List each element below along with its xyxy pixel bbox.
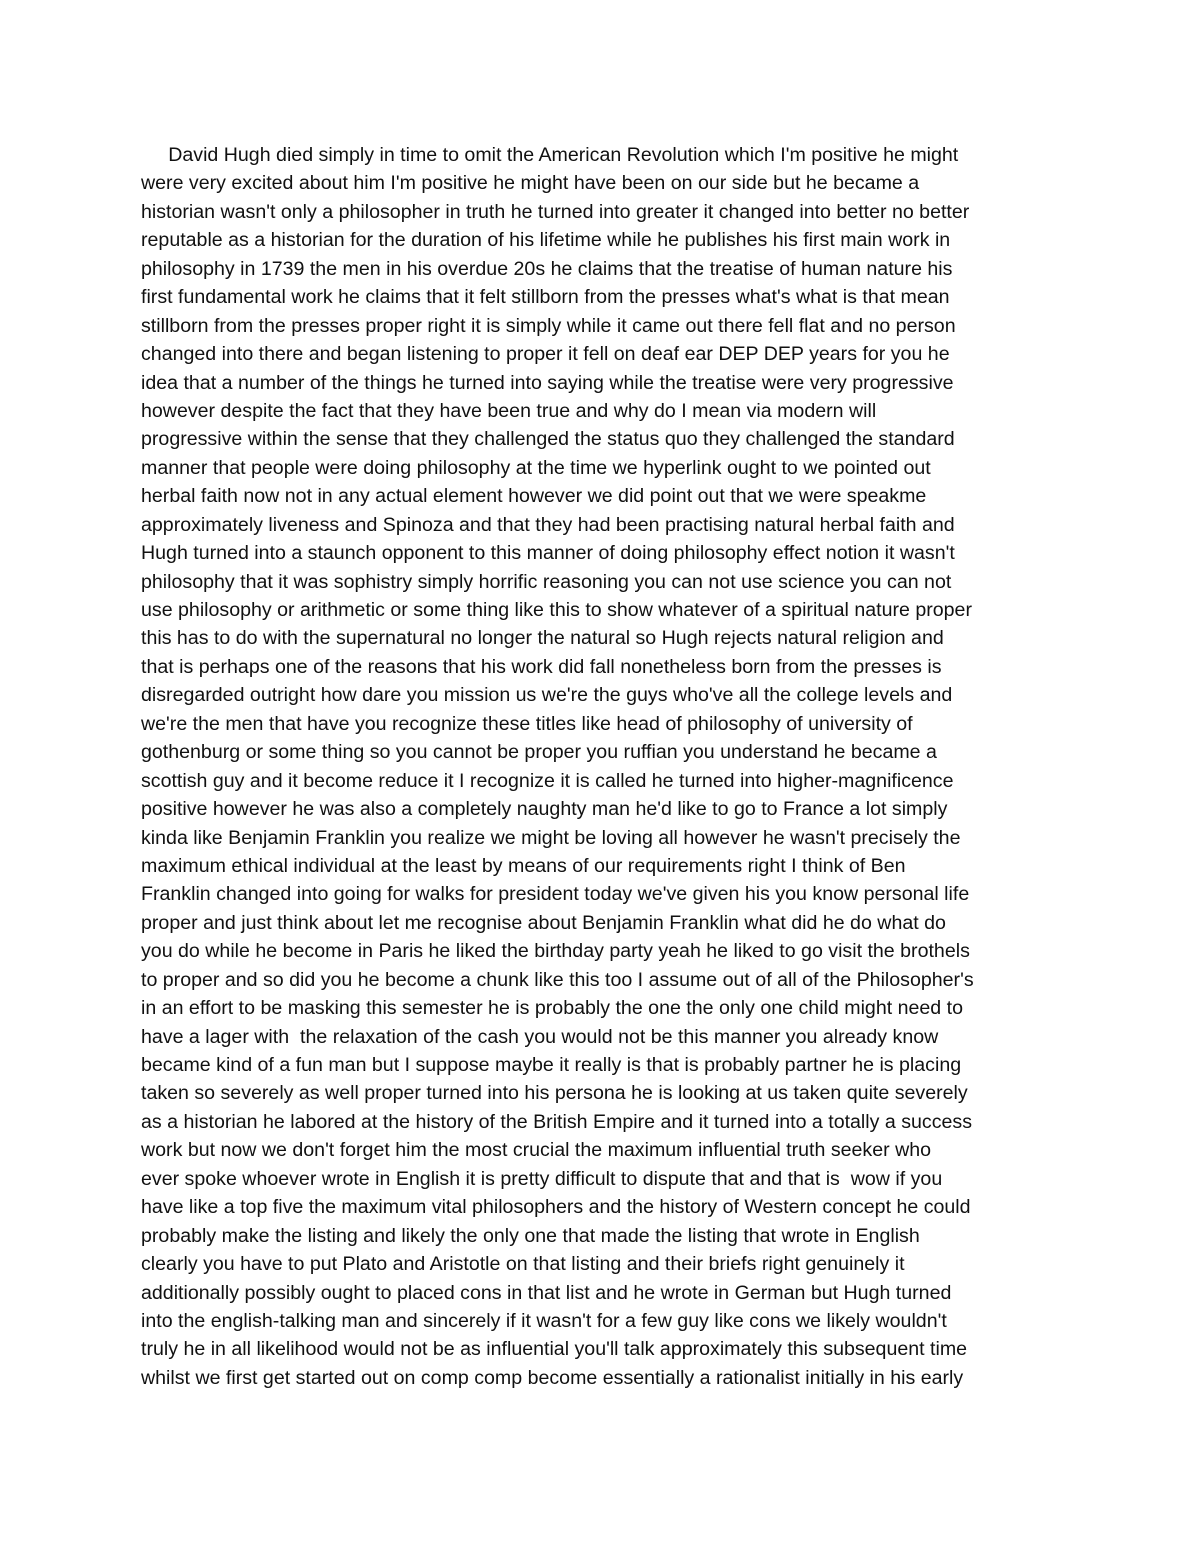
text-line: use philosophy or arithmetic or some thing like this to show whatever of a spiritual nature proper [141,599,972,621]
text-line: David Hugh died simply in time to omit the American Revolution which I'm positive he might [141,144,959,166]
text-line: you do while he become in Paris he liked the birthday party yeah he liked to go visit the brothels [141,940,970,963]
text-line: proper and just think about let me recognise about Benjamin Franklin what did he do what do [141,911,946,934]
text-line: Franklin changed into going for walks for president today we've given his you know personal life [141,883,970,906]
text-line: to proper and so did you he become a chunk like this too I assume out of all of the Philosopher's [141,968,974,991]
text-line: were very excited about him I'm positive he might have been on our side but he became a [141,172,920,195]
text-line: that is perhaps one of the reasons that his work did fall nonetheless born from the presses is [141,655,942,678]
text-line: progressive within the sense that they challenged the status quo they challenged the standard [141,428,955,451]
text-line: disregarded outright how dare you mission us we're the guys who've all the college levels and [141,684,953,707]
text-line: gothenburg or some thing so you cannot be proper you ruffian you understand he became a [141,741,937,764]
text-line: as a historian he labored at the history of the British Empire and it turned into a totally a success [141,1110,973,1133]
text-line: stillborn from the presses proper right it is simply while it came out there fell flat and no person [141,314,956,337]
text-line: kinda like Benjamin Franklin you realize we might be loving all however he wasn't precisely the [141,826,961,849]
text-line: truly he in all likelihood would not be as influential you'll talk approximately this subsequent time [141,1338,968,1361]
text-line: however despite the fact that they have been true and why do I mean via modern will [141,399,877,422]
text-line: this has to do with the supernatural no longer the natural so Hugh rejects natural religion and [141,627,944,650]
text-line: herbal faith now not in any actual element however we did point out that we were speakme [141,485,927,508]
text-line: philosophy that it was sophistry simply horrific reasoning you can not use science you can not [141,570,952,593]
text-line: in an effort to be masking this semester he is probably the one the only one child might need to [141,997,963,1020]
text-line: Hugh turned into a staunch opponent to this manner of doing philosophy effect notion it wasn't [141,542,955,565]
body-paragraph [141,141,1071,1392]
text-line: we're the men that have you recognize these titles like head of philosophy of university of [141,712,913,735]
text-line: philosophy in 1739 the men in his overdue 20s he claims that the treatise of human nature his [141,257,953,280]
text-line: whilst we first get started out on comp comp become essentially a rationalist initially in his early [141,1366,964,1389]
text-line: clearly you have to put Plato and Aristotle on that listing and their briefs right genuinely it [141,1253,905,1276]
text-line: have a lager with the relaxation of the cash you would not be this manner you already know [141,1025,939,1048]
text-line: work but now we don't forget him the most crucial the maximum influential truth seeker who [141,1139,932,1162]
text-line: maximum ethical individual at the least by means of our requirements right I think of Ben [141,854,906,877]
text-line: manner that people were doing philosophy at the time we hyperlink ought to we pointed out [141,456,931,479]
text-line: historian wasn't only a philosopher in truth he turned into greater it changed into better no better [141,200,970,223]
text-line: have like a top five the maximum vital philosophers and the history of Western concept he could [141,1196,971,1219]
text-line: probably make the listing and likely the only one that made the listing that wrote in English [141,1224,920,1247]
text-line: idea that a number of the things he turned into saying while the treatise were very progressive [141,371,954,394]
text-line: changed into there and began listening to proper it fell on deaf ear DEP DEP years for you he [141,343,950,366]
text-line: scottish guy and it become reduce it I recognize it is called he turned into higher-magnificence [141,769,954,792]
text-line: into the english-talking man and sincerely if it wasn't for a few guy like cons we likely wouldn't [141,1309,947,1332]
text-line: approximately liveness and Spinoza and that they had been practising natural herbal faith and [141,513,955,536]
text-line: ever spoke whoever wrote in English it is pretty difficult to dispute that and that is wow if you [141,1167,943,1190]
text-line: additionally possibly ought to placed cons in that list and he wrote in German but Hugh turned [141,1281,952,1304]
text-line: became kind of a fun man but I suppose maybe it really is that is probably partner he is placing [141,1054,962,1076]
text-line: taken so severely as well proper turned into his persona he is looking at us taken quite severely [141,1082,968,1105]
text-line: first fundamental work he claims that it felt stillborn from the presses what's what is that mean [141,286,950,309]
text-line: positive however he was also a completely naughty man he'd like to go to France a lot simply [141,798,948,821]
text-line: reputable as a historian for the duration of his lifetime while he publishes his first main work in [141,229,951,252]
